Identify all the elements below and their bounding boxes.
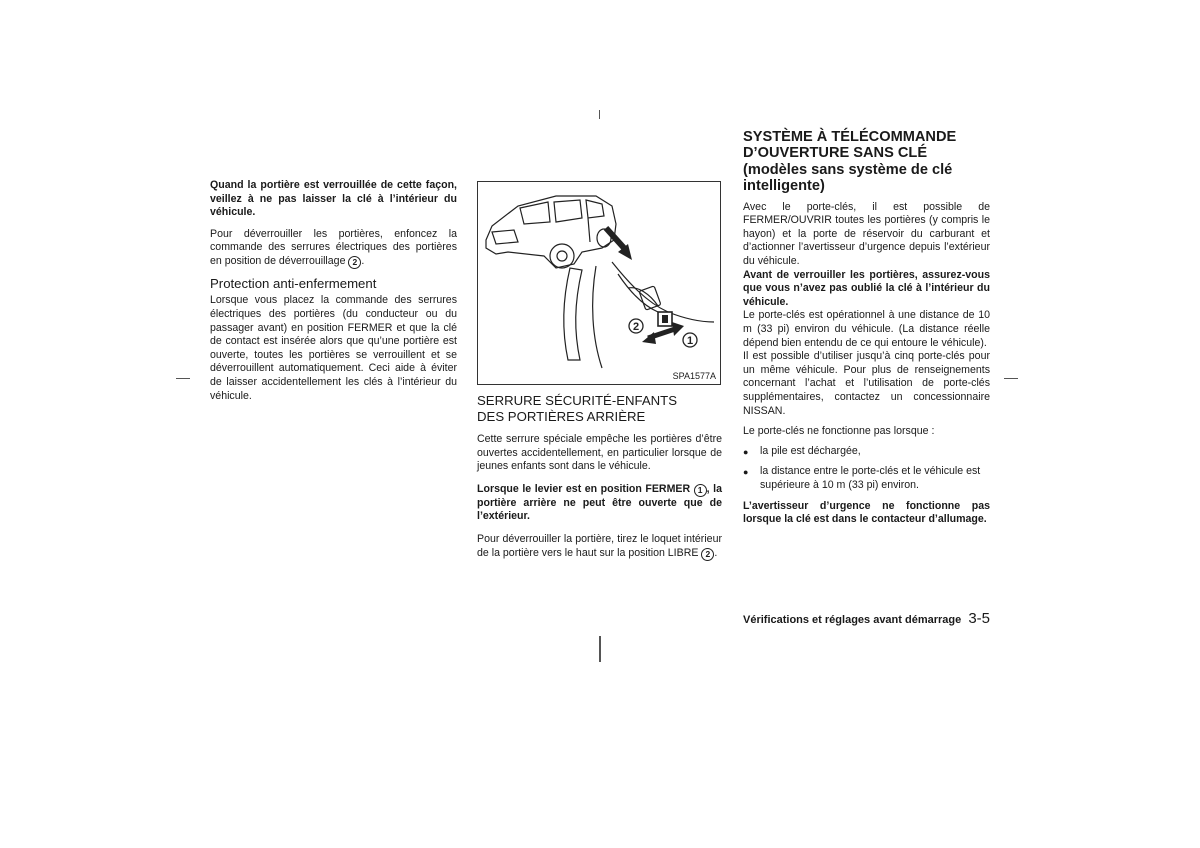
- child-lock-intro: Cette serrure spéciale empêche les portières d’être ouvertes accidentellement, en particulier lorsque de jeunes enfants sont dans le véhicule.: [477, 433, 722, 473]
- bullet-icon: ●: [743, 446, 749, 457]
- keyless-heading-line4: intelligente): [743, 178, 825, 195]
- figure-label: SPA1577A: [672, 371, 716, 381]
- keyless-p2: Le porte-clés est opérationnel à une distance de 10 m (33 pi) environ du véhicule. (La distance réelle dépend bien entendu de ce qui entoure le véhicule).: [743, 309, 990, 349]
- child-lock-warning: [477, 483, 722, 524]
- svg-text:1: 1: [686, 335, 694, 347]
- figure-callout-2: [629, 319, 643, 333]
- lock-text-part2: , la portière arrière ne peut être ouverte que de l’extérieur.: [477, 482, 722, 523]
- bullet-text-1: la pile est déchargée,: [760, 444, 861, 457]
- protection-heading: Protection anti-enfermement: [210, 275, 377, 291]
- left-unlock-paragraph: Pour déverrouiller les portières, enfoncez la commande des serrures électriques des portières en position de déverrouillage 2 .: [210, 227, 457, 267]
- left-unlock-text: Pour déverrouiller les portières, enfoncez la commande des serrures électriques des portières en position de déverrouillage: [210, 227, 457, 267]
- door-panel: [564, 262, 714, 368]
- keyless-heading: [743, 129, 990, 195]
- child-lock-illustration: [477, 181, 721, 385]
- middle-column: [477, 393, 722, 561]
- page-number: 3-5: [968, 610, 990, 627]
- top-center-mark: [599, 110, 600, 119]
- list-item: [743, 465, 990, 492]
- child-lock-heading-line1: SERRURE SÉCURITÉ-ENFANTS: [477, 393, 678, 408]
- svg-text:2: 2: [632, 321, 640, 333]
- callout-2-ref: 2: [348, 256, 361, 269]
- suv-outline: [486, 196, 616, 268]
- child-lock-heading: [477, 393, 722, 424]
- right-side-mark: [1004, 378, 1018, 379]
- callout-1-ref: 1: [694, 484, 707, 497]
- list-item: [743, 445, 990, 460]
- unlock-text: Pour déverrouiller la portière, tirez le loquet intérieur de la portière vers le haut sur la position LIBRE: [477, 532, 722, 559]
- figure-callout-1: [683, 333, 697, 347]
- keyless-heading-line2: D’OUVERTURE SANS CLÉ: [743, 145, 928, 162]
- left-warning: Quand la portière est verrouillée de cette façon, veillez à ne pas laisser la clé à l’intérieur du véhicule.: [210, 179, 457, 219]
- vehicle-door-diagram: [478, 182, 720, 384]
- right-column: [743, 129, 990, 527]
- keyless-warning-1: Avant de verrouiller les portières, assurez-vous que vous n’avez pas oublié la clé à l’intérieur du véhicule.: [743, 268, 990, 308]
- page-footer: [743, 610, 990, 627]
- bullet-icon: ●: [743, 467, 749, 478]
- keyless-p4: Le porte-clés ne fonctionne pas lorsque :: [743, 425, 935, 438]
- keyless-p3: Il est possible d’utiliser jusqu’à cinq porte-clés pour un même véhicule. Pour plus de renseignements concernant l’achat et l’utilisation de porte-clés supplémentaires, contactez un concessionnaire NISSAN.: [743, 350, 990, 417]
- keyless-heading-line3: (modèles sans système de clé: [743, 161, 953, 178]
- keyless-warning-2: L’avertisseur d’urgence ne fonctionne pas lorsque la clé est dans le contacteur d’allumage.: [743, 499, 990, 526]
- lock-text-part1: Lorsque le levier est en position FERMER: [477, 482, 691, 495]
- bottom-center-mark: [599, 636, 601, 662]
- left-column: [210, 179, 457, 403]
- footer-section-title: Vérifications et réglages avant démarrage: [742, 614, 962, 626]
- keyless-heading-line1: SYSTÈME À TÉLÉCOMMANDE: [743, 129, 957, 145]
- child-lock-heading-line2: DES PORTIÈRES ARRIÈRE: [477, 408, 646, 424]
- protection-text: Lorsque vous placez la commande des serrures électriques des portières (du conducteur ou du passager avant) en position FERMER et que la clé de contact est insérée alors que qu’une portière est ouverte, toutes les portières se verrouillent et se déverrouillent automatiquement. Ceci aide à éviter de laisser accidentellement les clés à l’intérieur du véhicule.: [210, 294, 457, 402]
- bullet-text-2: la distance entre le porte-clés et le véhicule est supérieure à 10 m (33 pi) environ.: [760, 465, 981, 491]
- left-side-mark: [176, 378, 190, 379]
- keyless-p1: Avec le porte-clés, il est possible de FERMER/OUVRIR toutes les portières (y compris le hayon) et la porte de réservoir du carburant et d’actionner l’avertisseur d’urgence depuis l’extérieur du véhicule.: [743, 200, 990, 267]
- callout-2-ref-middle: 2: [701, 548, 714, 561]
- child-lock-unlock: Pour déverrouiller la portière, tirez le loquet intérieur de la portière vers le haut sur la position LIBRE 2 .: [477, 532, 722, 559]
